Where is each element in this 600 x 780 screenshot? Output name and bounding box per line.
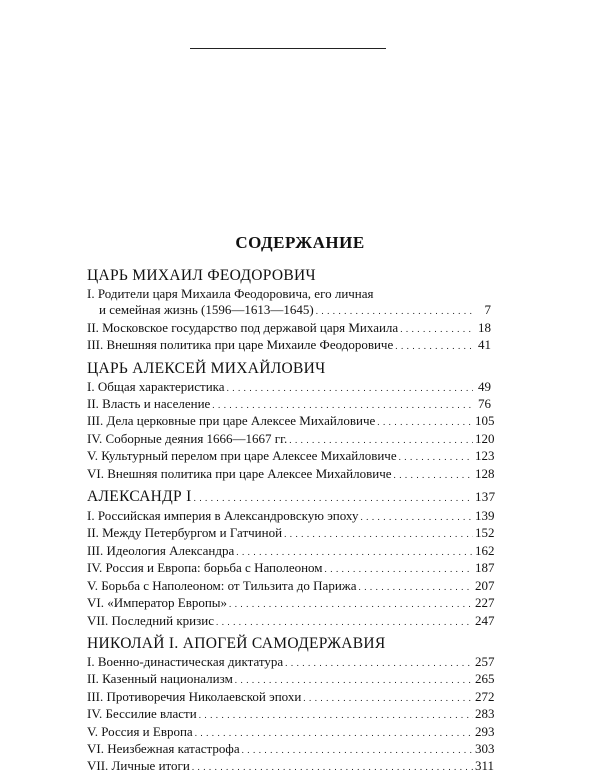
entry-title: VII. Последний кризис: [87, 612, 214, 628]
dot-leader: [395, 337, 473, 354]
toc-entry[interactable]: [87, 379, 491, 396]
entry-title: II. Между Петербургом и Гатчиной: [87, 525, 283, 541]
dot-leader: [216, 613, 473, 630]
dot-leader: [316, 302, 473, 319]
toc-entry[interactable]: [87, 577, 495, 595]
dot-leader: [284, 525, 473, 542]
dot-leader: [192, 758, 473, 775]
entry-title: IV. Россия и Европа: борьба с Наполеоном: [87, 560, 323, 576]
dot-leader: [377, 413, 473, 430]
entry-title: III. Внешняя политика при царе Михаиле Феодоровиче: [87, 337, 394, 353]
toc-section: [87, 487, 496, 630]
entry-title: I. Общая характеристика: [87, 378, 225, 394]
toc-entry[interactable]: [87, 758, 495, 775]
toc-entry[interactable]: [87, 525, 495, 542]
toc-entry[interactable]: [87, 396, 491, 413]
toc-entry[interactable]: [87, 448, 495, 465]
entry-title: V. Культурный перелом при царе Алексее Михайловиче: [87, 448, 397, 464]
entry-page: 303: [475, 740, 495, 756]
section-heading: ЦАРЬ МИХАИЛ ФЕОДОРОВИЧ: [87, 267, 316, 284]
entry-title: VII. Личные итоги: [87, 758, 190, 774]
entry-title: I. Военно-династическая диктатура: [87, 653, 284, 669]
entry-page: 137: [475, 489, 496, 505]
entry-title: III. Дела церковные при царе Алексее Михайловиче: [87, 413, 376, 429]
entry-page: 207: [475, 577, 495, 593]
section-heading: АЛЕКСАНДР I: [87, 488, 192, 506]
entry-page: 162: [475, 542, 495, 558]
top-rule: [190, 48, 386, 49]
entry-page: 293: [475, 723, 495, 739]
entry-title: II. Московское государство под державой царя Михаила: [87, 319, 399, 335]
entry-page: 18: [478, 319, 491, 335]
entry-page: 283: [475, 706, 495, 722]
dot-leader: [325, 560, 473, 577]
dot-leader: [394, 466, 473, 483]
section-heading: ЦАРЬ АЛЕКСЕЙ МИХАЙЛОВИЧ: [87, 359, 326, 377]
toc-section: [87, 634, 495, 776]
entry-page: 257: [475, 653, 495, 669]
toc-entry[interactable]: [87, 542, 495, 560]
toc-section: [87, 359, 495, 483]
dot-leader: [400, 320, 473, 337]
dot-leader: [289, 431, 473, 448]
section-heading-entry[interactable]: [87, 487, 496, 508]
entry-title: IV. Бессилие власти: [87, 706, 197, 722]
dot-leader: [227, 379, 473, 396]
entry-title: и семейная жизнь (1596—1613—1645): [99, 302, 314, 318]
toc-entry[interactable]: [87, 595, 495, 612]
dot-leader: [235, 671, 473, 688]
dot-leader: [359, 578, 473, 595]
toc-entry[interactable]: [87, 337, 491, 354]
dot-leader: [194, 487, 473, 508]
entry-title: VI. «Император Европы»: [87, 595, 228, 611]
toc-entry[interactable]: [87, 706, 495, 723]
entry-title: V. Борьба с Наполеоном: от Тильзита до Парижа: [87, 577, 357, 593]
entry-page: 152: [475, 525, 495, 541]
entry-page: 41: [478, 337, 491, 353]
entry-title: I. Российская империя в Александровскую эпоху: [87, 508, 359, 524]
entry-page: 76: [478, 396, 491, 412]
toc-entry[interactable]: [87, 560, 495, 577]
entry-page: 272: [475, 688, 495, 704]
entry-page: 187: [475, 560, 495, 576]
entry-page: 139: [475, 508, 495, 524]
dot-leader: [399, 448, 473, 465]
entry-page: 265: [475, 671, 495, 687]
dot-leader: [303, 689, 473, 706]
entry-title: VI. Неизбежная катастрофа: [87, 740, 240, 756]
toc-section: [87, 266, 491, 355]
toc-entry[interactable]: [87, 688, 495, 706]
toc-entry[interactable]: [87, 723, 495, 741]
dot-leader: [360, 508, 473, 525]
dot-leader: [285, 654, 473, 671]
entry-title: II. Власть и население: [87, 396, 211, 412]
toc-entry-continuation[interactable]: [87, 302, 491, 319]
entry-title: III. Идеология Александра: [87, 542, 235, 558]
entry-title: II. Казенный национализм: [87, 671, 233, 687]
entry-page: 311: [475, 758, 495, 774]
entry-page: 7: [484, 302, 491, 318]
entry-title: V. Россия и Европа: [87, 723, 193, 739]
toc-entry[interactable]: [87, 653, 495, 671]
entry-title: I. Родители царя Михаила Феодоровича, его личная: [87, 286, 374, 301]
entry-page: 49: [478, 378, 491, 394]
toc-entry[interactable]: [87, 671, 495, 688]
entry-page: 105: [475, 413, 495, 429]
entry-page: 120: [475, 430, 495, 446]
dot-leader: [229, 595, 473, 612]
entry-page: 123: [475, 448, 495, 464]
dot-leader: [212, 396, 473, 413]
toc-entry[interactable]: [87, 286, 491, 302]
table-of-contents: [87, 266, 496, 780]
dot-leader: [195, 724, 473, 741]
entry-title: IV. Соборные деяния 1666—1667 гг.: [87, 430, 288, 446]
toc-entry[interactable]: [87, 430, 495, 448]
entry-page: 128: [475, 465, 495, 481]
toc-entry[interactable]: [87, 465, 495, 483]
toc-entry[interactable]: [87, 320, 491, 337]
entry-title: III. Противоречия Николаевской эпохи: [87, 688, 302, 704]
dot-leader: [199, 706, 473, 723]
page-title: СОДЕРЖАНИЕ: [235, 233, 365, 252]
entry-title: VI. Внешняя политика при царе Алексее Михайловиче: [87, 465, 392, 481]
entry-page: 227: [475, 595, 495, 611]
toc-entry[interactable]: [87, 508, 495, 525]
toc-entry[interactable]: [87, 413, 495, 430]
entry-page: 247: [475, 612, 495, 628]
toc-entry[interactable]: [87, 612, 495, 630]
section-heading: НИКОЛАЙ I. АПОГЕЙ САМОДЕРЖАВИЯ: [87, 634, 386, 652]
dot-leader: [236, 543, 473, 560]
